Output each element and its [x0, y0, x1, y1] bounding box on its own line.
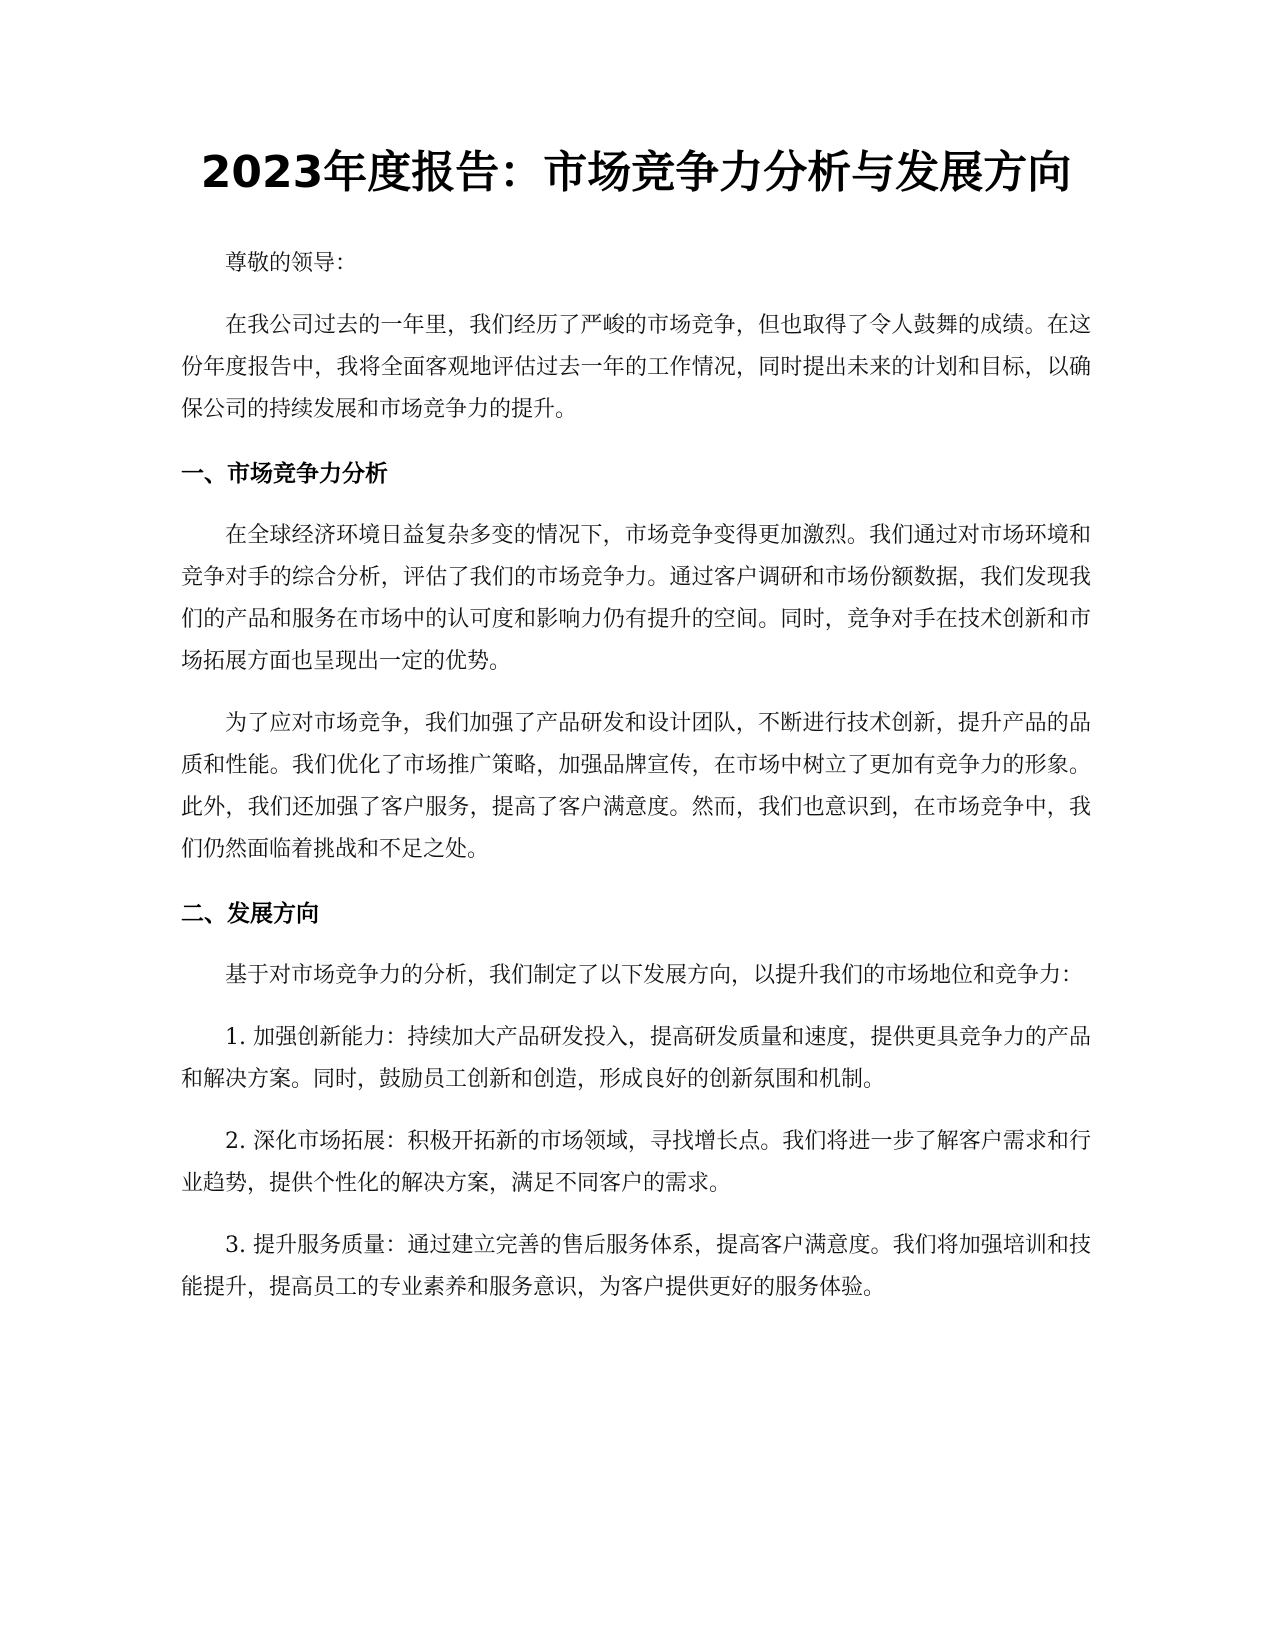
spacer — [181, 997, 1091, 1017]
spacer — [181, 1101, 1091, 1121]
section-heading-development-direction: 二、发展方向 — [181, 901, 319, 927]
list-item-market-expansion: 2. 深化市场拓展：积极开拓新的市场领域，寻找增长点。我们将进一步了解客户需求和行业趋势，提供个性化的解决方案，满足不同客户的需求。 — [181, 1129, 1091, 1196]
section-heading-market-analysis: 一、市场竞争力分析 — [181, 461, 388, 487]
spacer — [181, 871, 1091, 893]
section2-paragraph: 基于对市场竞争力的分析，我们制定了以下发展方向，以提升我们的市场地位和竞争力： — [225, 963, 1084, 988]
section1-paragraph: 在全球经济环境日益复杂多变的情况下，市场竞争变得更加激烈。我们通过对市场环境和竞争对手的综合分析，评估了我们的市场竞争力。通过客户调研和市场份额数据，我们发现我们的产品和服务在市场中的认可度和影响力仍有提升的空间。同时，竞争对手在技术创新和市场拓展方面也呈现出一定的优势。 — [181, 523, 1091, 674]
spacer — [181, 495, 1091, 515]
spacer — [181, 285, 1091, 305]
salutation: 尊敬的领导： — [225, 251, 358, 276]
document-body — [181, 143, 1091, 1309]
section1-paragraph: 为了应对市场竞争，我们加强了产品研发和设计团队，不断进行技术创新，提升产品的品质和性能。我们优化了市场推广策略，加强品牌宣传，在市场中树立了更加有竞争力的形象。此外，我们还加强了客户服务，提高了客户满意度。然而，我们也意识到，在市场竞争中，我们仍然面临着挑战和不足之处。 — [181, 711, 1091, 862]
document-title: 2023年度报告：市场竞争力分析与发展方向 — [200, 147, 1072, 198]
spacer — [181, 683, 1091, 703]
list-item-service-quality: 3. 提升服务质量：通过建立完善的售后服务体系，提高客户满意度。我们将加强培训和技能提升，提高员工的专业素养和服务意识，为客户提供更好的服务体验。 — [181, 1233, 1091, 1300]
spacer — [181, 935, 1091, 955]
intro-paragraph: 在我公司过去的一年里，我们经历了严峻的市场竞争，但也取得了令人鼓舞的成绩。在这份年度报告中，我将全面客观地评估过去一年的工作情况，同时提出未来的计划和目标，以确保公司的持续发展和市场竞争力的提升。 — [181, 313, 1091, 422]
list-item-innovation: 1. 加强创新能力：持续加大产品研发投入，提高研发质量和速度，提供更具竞争力的产品和解决方案。同时，鼓励员工创新和创造，形成良好的创新氛围和机制。 — [181, 1025, 1091, 1092]
spacer — [181, 1205, 1091, 1225]
spacer — [181, 431, 1091, 453]
spacer — [181, 203, 1091, 243]
